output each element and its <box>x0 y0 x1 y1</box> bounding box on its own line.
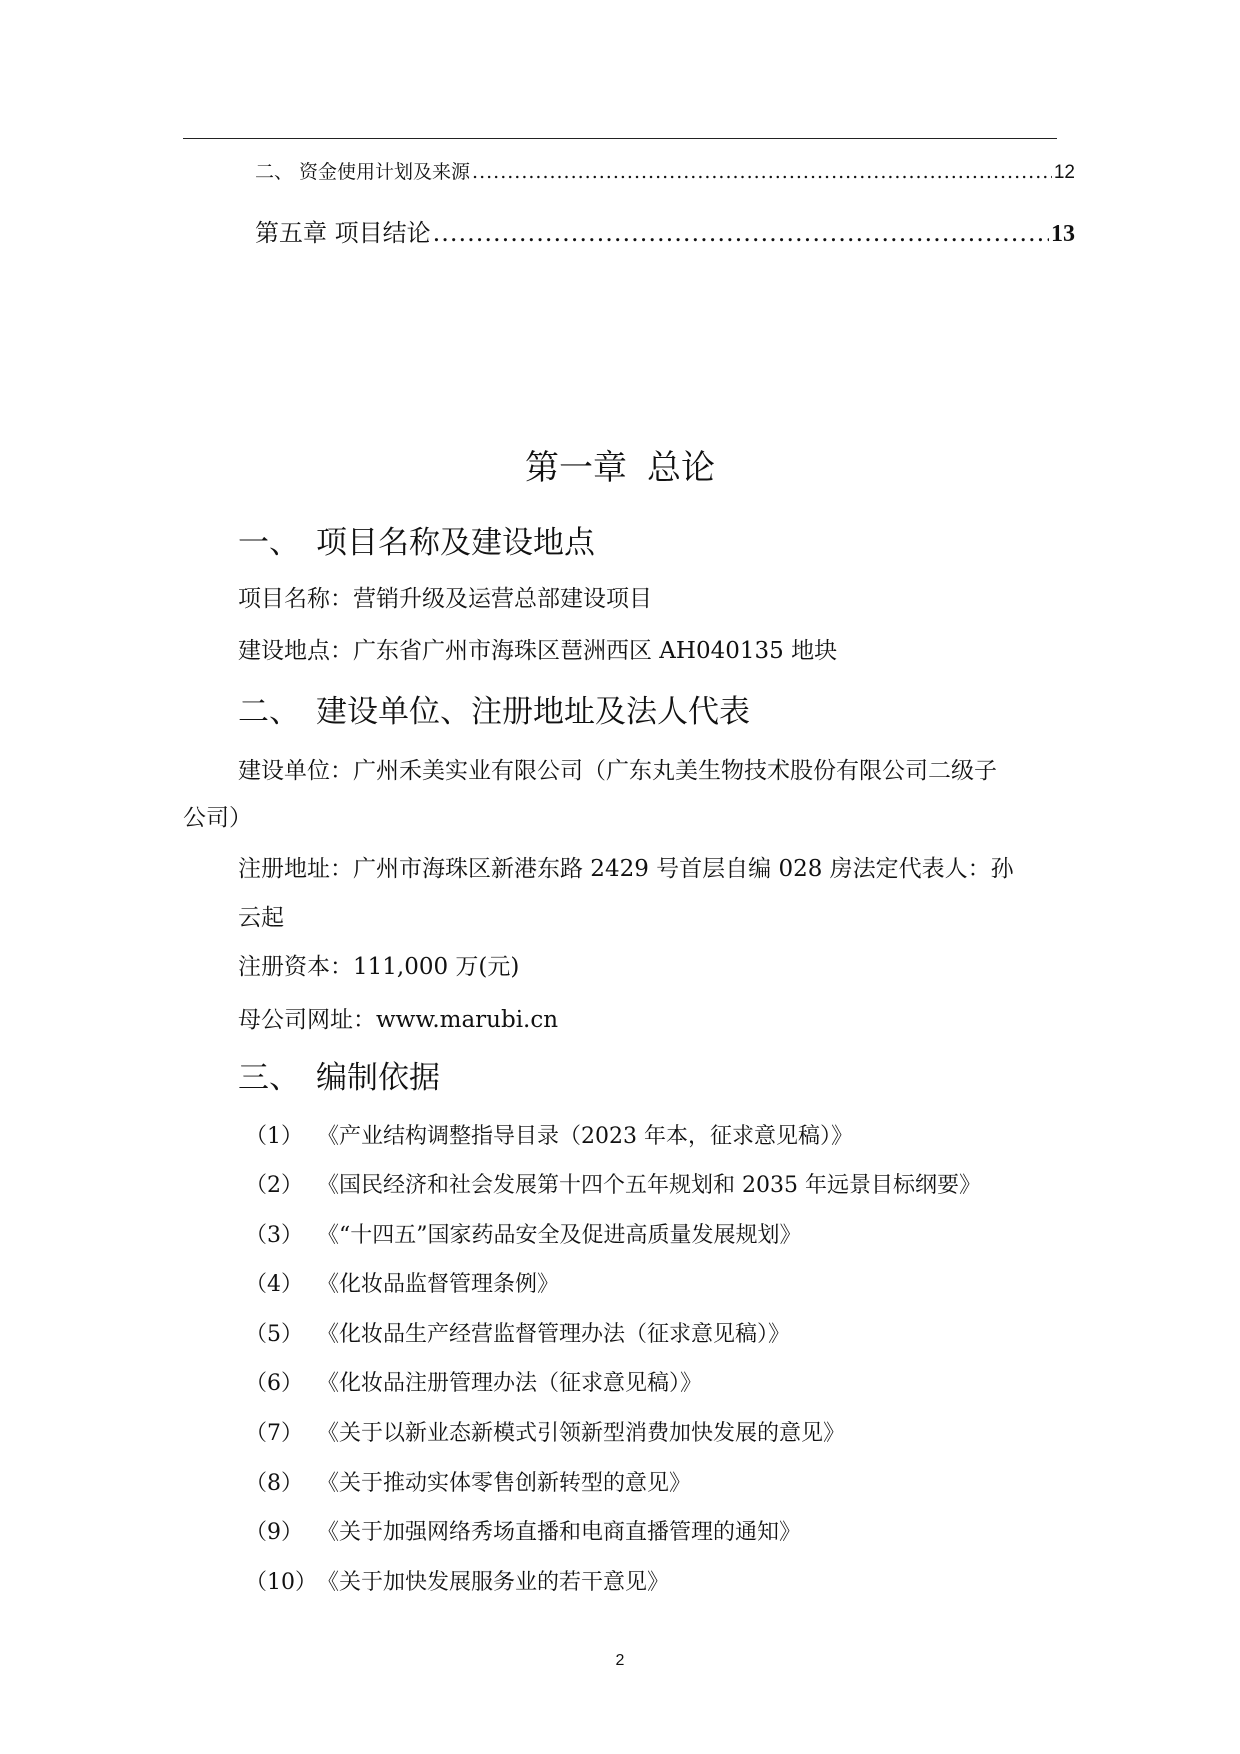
reference-title: 《化妆品监督管理条例》 <box>317 1272 560 1297</box>
paragraph-capital: 注册资本：111,000 万(元) <box>238 954 520 980</box>
toc-leader-dots <box>472 161 1052 183</box>
reference-number: （6） <box>245 1371 303 1396</box>
header-rule <box>183 138 1057 139</box>
paragraph-address-line2: 云起 <box>238 905 284 931</box>
chapter-name: 总论 <box>647 448 715 488</box>
paragraph-website: 母公司网址：www.marubi.cn <box>238 1007 559 1033</box>
toc-leader-dots <box>433 219 1049 247</box>
section-heading-2 <box>238 686 750 731</box>
paragraph-project-name: 项目名称：营销升级及运营总部建设项目 <box>238 586 652 612</box>
reference-title: 《关于加快发展服务业的若干意见》 <box>317 1570 670 1595</box>
reference-number: （1） <box>245 1124 303 1149</box>
reference-number: （8） <box>245 1471 303 1496</box>
reference-item <box>245 1119 853 1150</box>
reference-item <box>245 1218 802 1249</box>
section-number: 二、 <box>238 694 300 730</box>
chapter-number: 第一章 <box>525 448 627 488</box>
reference-number: （4） <box>245 1272 303 1297</box>
chapter-title <box>0 440 1240 489</box>
reference-title: 《化妆品注册管理办法（征求意见稿）》 <box>317 1371 703 1396</box>
paragraph-unit-line1: 建设单位：广州禾美实业有限公司（广东丸美生物技术股份有限公司二级子 <box>238 758 997 784</box>
reference-number: （2） <box>245 1173 303 1198</box>
toc-item-label: 二、 资金使用计划及来源 <box>255 161 471 183</box>
section-heading-3 <box>238 1052 440 1097</box>
reference-number: （5） <box>245 1322 303 1347</box>
toc-item-conclusion[interactable] <box>255 213 1075 248</box>
reference-number: （3） <box>245 1223 303 1248</box>
section-number: 三、 <box>238 1060 300 1096</box>
reference-number: （10） <box>245 1570 317 1595</box>
reference-number: （7） <box>245 1421 303 1446</box>
reference-title: 《“十四五”国家药品安全及促进高质量发展规划》 <box>317 1223 802 1248</box>
reference-title: 《国民经济和社会发展第十四个五年规划和 2035 年远景目标纲要》 <box>317 1173 981 1198</box>
section-title: 项目名称及建设地点 <box>316 525 595 561</box>
section-title: 编制依据 <box>316 1060 440 1096</box>
reference-title: 《关于加强网络秀场直播和电商直播管理的通知》 <box>317 1520 802 1545</box>
reference-item <box>245 1466 691 1497</box>
paragraph-unit-line2: 公司） <box>183 805 252 831</box>
toc-item-page: 13 <box>1051 221 1075 247</box>
toc-item-page: 12 <box>1053 162 1075 183</box>
reference-item <box>245 1267 559 1298</box>
reference-title: 《关于以新业态新模式引领新型消费加快发展的意见》 <box>317 1421 846 1446</box>
section-heading-1 <box>238 517 595 562</box>
toc-item-label: 第五章 项目结论 <box>255 219 431 247</box>
section-number: 一、 <box>238 525 300 561</box>
reference-item <box>245 1565 669 1596</box>
reference-item <box>245 1366 702 1397</box>
reference-title: 《关于推动实体零售创新转型的意见》 <box>317 1471 692 1496</box>
reference-title: 《化妆品生产经营监督管理办法（征求意见稿）》 <box>317 1322 791 1347</box>
reference-item <box>245 1168 981 1199</box>
reference-number: （9） <box>245 1520 303 1545</box>
reference-item <box>245 1317 790 1348</box>
paragraph-location: 建设地点：广东省广州市海珠区琶洲西区 AH040135 地块 <box>238 638 838 664</box>
paragraph-address-line1: 注册地址：广州市海珠区新港东路 2429 号首层自编 028 房法定代表人：孙 <box>238 856 1014 882</box>
section-title: 建设单位、注册地址及法人代表 <box>316 694 750 730</box>
reference-item <box>245 1416 845 1447</box>
reference-title: 《产业结构调整指导目录（2023 年本，征求意见稿）》 <box>317 1124 853 1149</box>
page-number: 2 <box>615 1652 625 1669</box>
reference-item <box>245 1515 801 1546</box>
toc-item-funding[interactable] <box>255 157 1075 184</box>
